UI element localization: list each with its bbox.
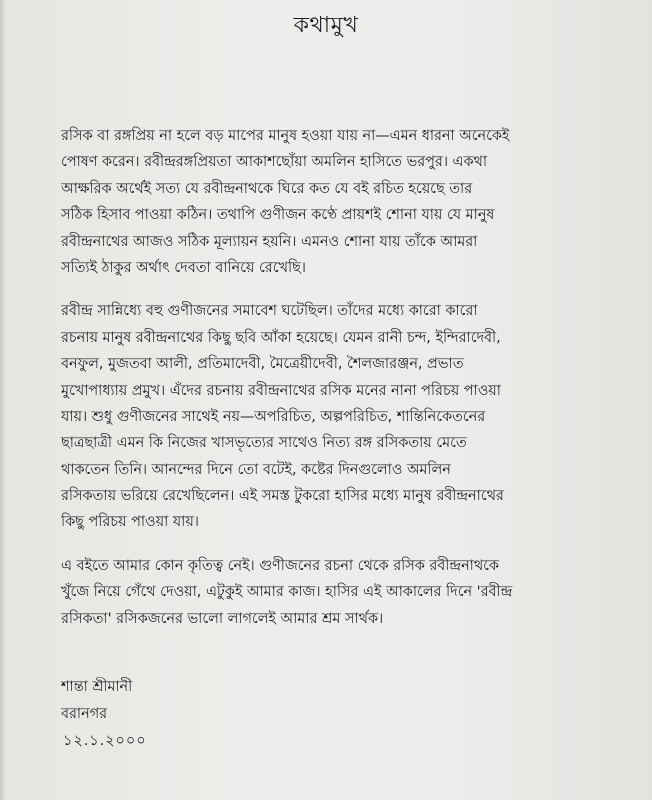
text-line: রবীন্দ্র সান্নিধ্যে বহু গুণীজনের সমাবেশ ঘটেছিল। তাঁদের মধ্যে কারো কারো bbox=[61, 303, 478, 320]
text-line: সঠিক হিসাব পাওয়া কঠিন। তথাপি গুণীজন কণ্ঠে প্রায়শই শোনা যায় যে মানুষ bbox=[61, 207, 495, 224]
page-binding-edge bbox=[0, 0, 6, 800]
text-line: ছাত্রছাত্রী এমন কি নিজের খাসভৃত্যের সাথেও নিত্য রঙ্গ রসিকতায় মেতে bbox=[61, 435, 467, 452]
signature-date: ১২.১.২০০০ bbox=[63, 733, 147, 749]
text-line: রবীন্দ্রনাথের আজও সঠিক মূল্যায়ন হয়নি। এমনও শোনা যায় তাঁকে আমরা bbox=[61, 233, 478, 250]
text-line: মুখোপাধ্যায় প্রমুখ। এঁদের রচনায় রবীন্দ্রনাথের রসিক মনের নানা পরিচয় পাওয়া bbox=[61, 382, 501, 399]
author-name: শান্তা শ্রীমানী bbox=[61, 679, 133, 695]
signature-block bbox=[61, 674, 147, 755]
author-place: বরানগর bbox=[61, 706, 108, 722]
body-text bbox=[61, 123, 617, 649]
text-line: রসিকতায় ভরিয়ে রেখেছিলেন। এই সমস্ত টুকরো হাসির মধ্যে মানুষ রবীন্দ্রনাথের bbox=[61, 488, 504, 505]
text-line: এ বইতে আমার কোন কৃতিত্ব নেই। গুণীজনের রচনা থেকে রসিক রবীন্দ্রনাথকে bbox=[61, 557, 499, 574]
paragraph-1 bbox=[61, 123, 617, 281]
text-line: রসিক বা রঙ্গপ্রিয় না হলে বড় মাপের মানুষ হওয়া যায় না—এমন ধারনা অনেকেই bbox=[61, 128, 510, 144]
text-line: পোষণ করেন। রবীন্দ্ররঙ্গপ্রিয়তা আকাশছোঁয়া অমলিন হাসিতে ভরপুর। একথা bbox=[61, 154, 488, 171]
text-line: খুঁজে নিয়ে গেঁথে দেওয়া, এটুকুই আমার কাজ। হাসির এই আকালের দিনে 'রবীন্দ্র bbox=[61, 584, 513, 601]
text-line: সত্যিই ঠাকুর অর্থাৎ দেবতা বানিয়ে রেখেছি। bbox=[61, 259, 306, 276]
text-line: রচনায় মানুষ রবীন্দ্রনাথের কিছু ছবি আঁকা হয়েছে। যেমন রানী চন্দ, ইন্দিরাদেবী, bbox=[61, 329, 501, 346]
page-title: কথামুখ bbox=[293, 13, 359, 38]
text-line: বনফুল, মুজতবা আলী, প্রতিমাদেবী, মৈত্রেয়ীদেবী, শৈলজারঞ্জন, প্রভাত bbox=[61, 356, 464, 373]
paragraph-3 bbox=[61, 553, 617, 632]
paragraph-2 bbox=[61, 298, 617, 536]
text-line: আক্ষরিক অর্থেই সত্য যে রবীন্দ্রনাথকে ঘিরে কত যে বই রচিত হয়েছে তার bbox=[61, 180, 473, 197]
text-line: থাকতেন তিনি। আনন্দের দিনে তো বটেই, কষ্টের দিনগুলোও অমলিন bbox=[61, 461, 451, 478]
text-line: কিছু পরিচয় পাওয়া যায়। bbox=[61, 514, 199, 531]
text-line: রসিকতা' রসিকজনের ভালো লাগলেই আমার শ্রম সার্থক। bbox=[61, 610, 384, 627]
text-line: যায়। শুধু গুণীজনের সাথেই নয়—অপরিচিত, অল্পপরিচিত, শান্তিনিকেতনের bbox=[61, 408, 486, 425]
